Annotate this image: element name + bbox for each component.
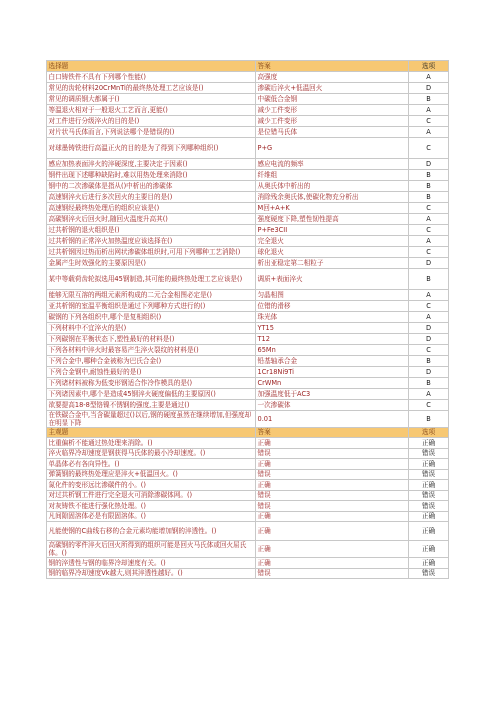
option-cell: 错误 <box>409 490 449 501</box>
question-cell: 过共析钢因过热而析出网状渗碳体组织时,可用下列哪种工艺消除() <box>47 246 256 257</box>
mc-row <box>47 366 449 377</box>
answer-cell: 球化退火 <box>256 246 409 257</box>
question-cell: 淬火临界冷却速度是钢获得马氏体的最小冷却速度。() <box>47 448 256 459</box>
option-cell: B <box>409 191 449 202</box>
question-cell: 钢的临界冷却速度Vk越大,则其淬透性越好。() <box>47 568 256 579</box>
question-cell: 单晶体必有各向异性。() <box>47 459 256 470</box>
mc-row <box>47 300 449 311</box>
tf-row <box>47 448 449 459</box>
option-cell: C <box>409 399 449 410</box>
option-cell: 正确 <box>409 522 449 541</box>
mc-row <box>47 71 449 82</box>
mc-row <box>47 246 449 257</box>
option-cell: D <box>409 333 449 344</box>
question-cell: 下列合金中,哪种合金被称为巴氏合金() <box>47 355 256 366</box>
question-table <box>46 60 449 579</box>
question-cell: 下列材料中不宜淬火的是() <box>47 322 256 333</box>
question-cell: 凡间隙固溶体必是有限固溶体。() <box>47 511 256 522</box>
question-cell: 能够无限互溶的两组元素所构成的二元合金相图必定是() <box>47 289 256 300</box>
question-cell: 凡能使钢的C曲线右移的合金元素均能增加钢的淬透性。() <box>47 522 256 541</box>
question-cell: 亚共析钢的室温平衡组织是通过下列哪种方式进行的() <box>47 300 256 311</box>
option-cell: 正确 <box>409 438 449 449</box>
mc-row <box>47 126 449 137</box>
mc-row <box>47 202 449 213</box>
answer-cell: YT15 <box>256 322 409 333</box>
option-cell: A <box>409 388 449 399</box>
option-cell: 正确 <box>409 480 449 491</box>
answer-cell: 析出亚稳定第二相粒子 <box>256 257 409 268</box>
answer-cell: 珠光体 <box>256 311 409 322</box>
question-cell: 高碳钢淬火后回火时,随回火温度升高其() <box>47 213 256 224</box>
answer-cell: P+G <box>256 137 409 158</box>
tf-header-option: 选项 <box>409 427 449 438</box>
tf-row <box>47 469 449 480</box>
answer-cell: 1Cr18Ni9Ti <box>256 366 409 377</box>
option-cell: B <box>409 169 449 180</box>
answer-cell: 正确 <box>256 438 409 449</box>
option-cell: B <box>409 377 449 388</box>
option-cell: 错误 <box>409 501 449 512</box>
answer-cell: 错误 <box>256 469 409 480</box>
question-cell: 等温退火相对于一般退火工艺而言,更能() <box>47 104 256 115</box>
answer-cell: 正确 <box>256 511 409 522</box>
tf-row <box>47 568 449 579</box>
question-cell: 下列各材料中淬火时最容易产生淬火裂纹的材料是() <box>47 344 256 355</box>
question-cell: 对片状马氏体而言,下列说法哪个是错误的() <box>47 126 256 137</box>
option-cell: C <box>409 300 449 311</box>
option-cell: A <box>409 104 449 115</box>
tf-row <box>47 558 449 569</box>
mc-row <box>47 93 449 104</box>
answer-cell: 错误 <box>256 448 409 459</box>
option-cell: A <box>409 235 449 246</box>
question-cell: 高速钢淬火后进行多次回火的主要目的是() <box>47 191 256 202</box>
option-cell: 正确 <box>409 511 449 522</box>
tf-row <box>47 541 449 558</box>
option-cell: B <box>409 180 449 191</box>
option-cell: B <box>409 93 449 104</box>
answer-cell: 正确 <box>256 480 409 491</box>
mc-row <box>47 377 449 388</box>
answer-cell: 铅基轴承合金 <box>256 355 409 366</box>
answer-cell: T12 <box>256 333 409 344</box>
mc-row <box>47 137 449 158</box>
answer-cell: 渗碳后淬火+低温回火 <box>256 82 409 93</box>
mc-row <box>47 344 449 355</box>
question-cell: 高碳钢的零件淬火后回火所得到的组织可能是回火马氏体或回火屈氏体。() <box>47 541 256 558</box>
option-cell: 错误 <box>409 469 449 480</box>
mc-header-answer: 答案 <box>256 61 409 72</box>
answer-cell: 错误 <box>256 568 409 579</box>
option-cell: 错误 <box>409 568 449 579</box>
mc-row <box>47 115 449 126</box>
option-cell: 正确 <box>409 558 449 569</box>
option-cell: B <box>409 410 449 427</box>
answer-cell: 是位错马氏体 <box>256 126 409 137</box>
answer-cell: 正确 <box>256 558 409 569</box>
answer-cell: 一次渗碳体 <box>256 399 409 410</box>
answer-cell: 正确 <box>256 459 409 470</box>
answer-cell: 从奥氏体中析出的 <box>256 180 409 191</box>
question-cell: 下列诸因素中,哪个是造成45钢淬火硬度偏低的主要原因() <box>47 388 256 399</box>
question-cell: 对工件进行分级淬火的目的是() <box>47 115 256 126</box>
question-cell: 常见的调质钢大都属于() <box>47 93 256 104</box>
question-cell: 金属产生时效强化的主要原因是() <box>47 257 256 268</box>
question-cell: 过共析钢的正常淬火加热温度应该选择在() <box>47 235 256 246</box>
question-cell: 感应加热表面淬火的淬硬深度,主要决定于因素() <box>47 158 256 169</box>
option-cell: 错误 <box>409 448 449 459</box>
answer-cell: 错误 <box>256 490 409 501</box>
question-cell: 下列合金钢中,耐蚀性最好的是() <box>47 366 256 377</box>
mc-row <box>47 322 449 333</box>
mc-row <box>47 399 449 410</box>
option-cell: D <box>409 158 449 169</box>
option-cell: D <box>409 82 449 93</box>
tf-header-question: 主观题 <box>47 427 256 438</box>
question-cell: 氮化件的变形远比渗碳件的小。() <box>47 480 256 491</box>
answer-cell: 加强温度低于AC3 <box>256 388 409 399</box>
mc-row <box>47 104 449 115</box>
answer-cell: 减少工件变形 <box>256 115 409 126</box>
tf-header-row <box>47 427 449 438</box>
mc-row <box>47 82 449 93</box>
answer-cell: 65Mn <box>256 344 409 355</box>
answer-cell: 错误 <box>256 501 409 512</box>
tf-row <box>47 480 449 491</box>
question-cell: 欲要提高18-8型铬镍不锈钢的强度,主要是通过() <box>47 399 256 410</box>
answer-cell: M回+A+K <box>256 202 409 213</box>
question-cell: 常见的齿轮材料20CrMnTi的最终热处理工艺应该是() <box>47 82 256 93</box>
tf-row <box>47 522 449 541</box>
question-cell: 钢件出现下述哪种缺陷时,难以用热处理来消除() <box>47 169 256 180</box>
question-cell: 比重偏析不能通过热处理来消除。() <box>47 438 256 449</box>
question-cell: 对球墨铸铁进行高温正火的目的是为了得到下列哪种组织() <box>47 137 256 158</box>
answer-cell: 调质+表面淬火 <box>256 268 409 289</box>
option-cell: D <box>409 366 449 377</box>
question-cell: 钢的淬透性与钢的临界冷却速度有关。() <box>47 558 256 569</box>
answer-cell: 0.01 <box>256 410 409 427</box>
answer-cell: 强度硬度下降,塑性韧性提高 <box>256 213 409 224</box>
mc-row <box>47 410 449 427</box>
option-cell: A <box>409 311 449 322</box>
answer-cell: 中碳低合金钢 <box>256 93 409 104</box>
question-cell: 下列诸材料被称为低变形钢适合作冷作模具的是() <box>47 377 256 388</box>
tf-row <box>47 438 449 449</box>
option-cell: D <box>409 257 449 268</box>
mc-row <box>47 235 449 246</box>
tf-row <box>47 459 449 470</box>
question-cell: 弹簧钢的最终热处理应是淬火+低温回火。() <box>47 469 256 480</box>
mc-row <box>47 289 449 300</box>
tf-row <box>47 490 449 501</box>
mc-row <box>47 388 449 399</box>
mc-row <box>47 257 449 268</box>
question-cell: 碳钢的下列各组织中,哪个是复相组织() <box>47 311 256 322</box>
tf-header-answer: 答案 <box>256 427 409 438</box>
question-cell: 在铁碳合金中,当含碳量超过()以后,钢的硬度虽然在继续增加,但强度却在明显下降 <box>47 410 256 427</box>
mc-row <box>47 311 449 322</box>
answer-cell: P+Fe3CII <box>256 224 409 235</box>
spreadsheet <box>46 60 448 579</box>
answer-cell: 位错的滑移 <box>256 300 409 311</box>
answer-cell: 感应电流的频率 <box>256 158 409 169</box>
answer-cell: 完全退火 <box>256 235 409 246</box>
tf-row <box>47 501 449 512</box>
mc-row <box>47 169 449 180</box>
mc-row <box>47 158 449 169</box>
tf-row <box>47 511 449 522</box>
option-cell: A <box>409 289 449 300</box>
mc-row <box>47 268 449 289</box>
option-cell: A <box>409 213 449 224</box>
answer-cell: 纤维组 <box>256 169 409 180</box>
option-cell: 正确 <box>409 541 449 558</box>
option-cell: B <box>409 268 449 289</box>
mc-row <box>47 180 449 191</box>
mc-row <box>47 224 449 235</box>
mc-header-option: 选项 <box>409 61 449 72</box>
option-cell: A <box>409 126 449 137</box>
question-cell: 过共析钢的退火组织是() <box>47 224 256 235</box>
question-cell: 对过共析钢工件进行完全退火可消除渗碳体网。() <box>47 490 256 501</box>
question-cell: 白口铸铁件不具有下列哪个性能() <box>47 71 256 82</box>
mc-row <box>47 333 449 344</box>
mc-header-question: 选择题 <box>47 61 256 72</box>
mc-row <box>47 191 449 202</box>
answer-cell: 正确 <box>256 522 409 541</box>
option-cell: C <box>409 246 449 257</box>
question-cell: 钢中的二次渗碳体是指从()中析出的渗碳体 <box>47 180 256 191</box>
question-cell: 对灰铸铁不能进行强化热处理。() <box>47 501 256 512</box>
answer-cell: 正确 <box>256 541 409 558</box>
option-cell: B <box>409 355 449 366</box>
option-cell: C <box>409 137 449 158</box>
answer-cell: 高强度 <box>256 71 409 82</box>
mc-header-row <box>47 61 449 72</box>
option-cell: C <box>409 115 449 126</box>
question-cell: 某中等载荷齿轮拟选用45钢制造,其可能的最终热处理工艺应该是() <box>47 268 256 289</box>
option-cell: C <box>409 202 449 213</box>
answer-cell: 消除残余奥氏体,使碳化物充分析出 <box>256 191 409 202</box>
question-cell: 下列碳钢在平衡状态下,塑性最好的材料是() <box>47 333 256 344</box>
answer-cell: 匀晶相图 <box>256 289 409 300</box>
mc-row <box>47 213 449 224</box>
option-cell: 正确 <box>409 459 449 470</box>
option-cell: A <box>409 71 449 82</box>
option-cell: C <box>409 224 449 235</box>
answer-cell: 减少工件变形 <box>256 104 409 115</box>
question-cell: 高速钢经最终热处理后的组织应该是() <box>47 202 256 213</box>
option-cell: C <box>409 344 449 355</box>
option-cell: D <box>409 322 449 333</box>
mc-row <box>47 355 449 366</box>
answer-cell: CrWMn <box>256 377 409 388</box>
